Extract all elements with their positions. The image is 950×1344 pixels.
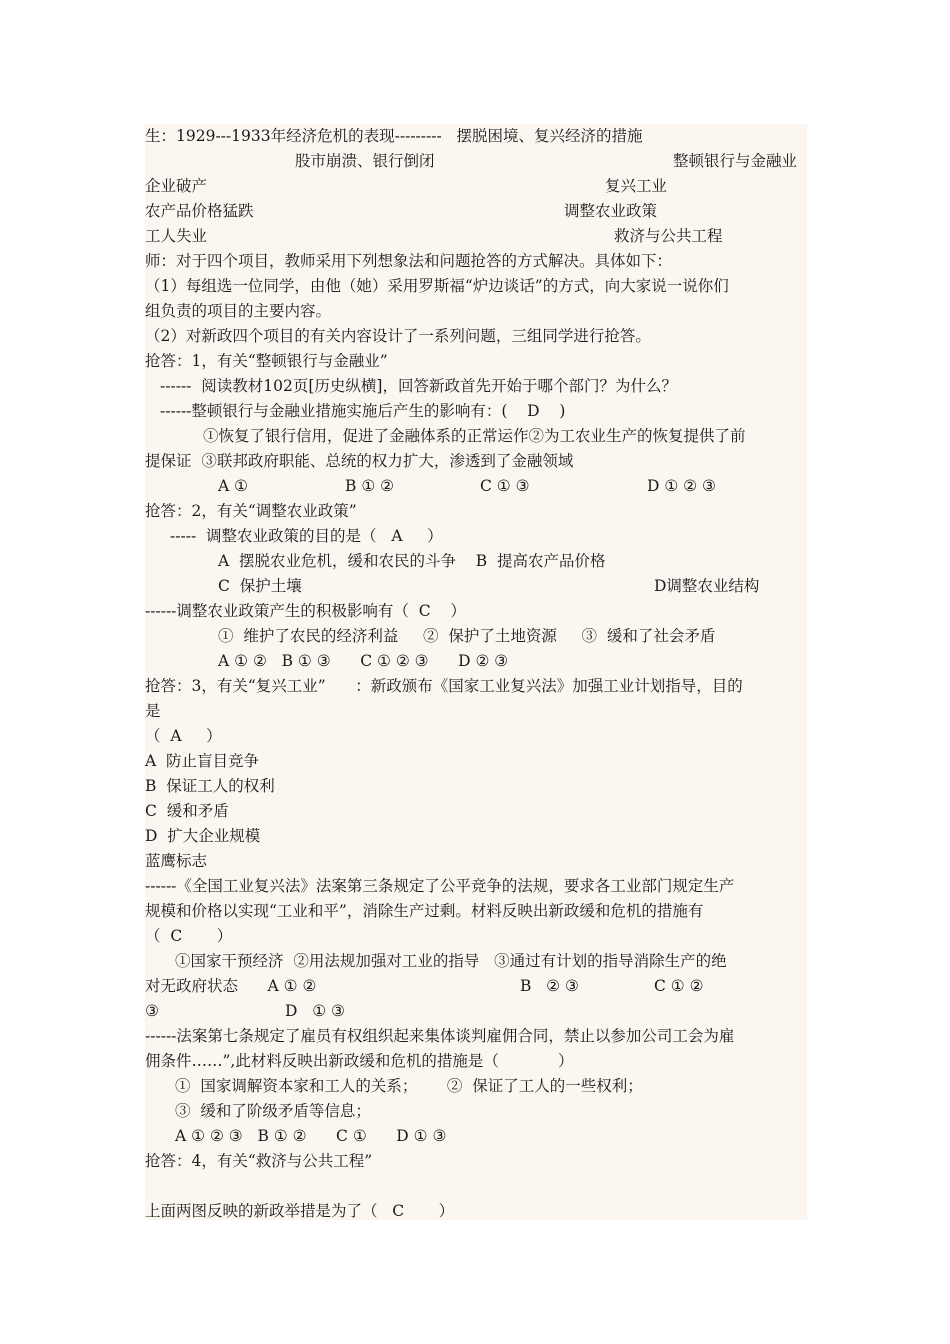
text-line: ③ — [145, 1002, 159, 1020]
text-line: B ① ② — [345, 477, 395, 495]
text-line: ①恢复了银行信用，促进了金融体系的正常运作②为工农业生产的恢复提供了前 — [203, 427, 746, 445]
text-line: （1）每组选一位同学，由他（她）采用罗斯福“炉边谈话”的方式，向大家说一说你们 — [145, 277, 729, 295]
text-line: 对无政府状态 A ① ② — [145, 977, 317, 995]
text-line: 提保证 ③联邦政府职能、总统的权力扩大，渗透到了金融领域 — [145, 452, 574, 470]
text-line: D调整农业结构 — [654, 577, 760, 595]
text-line: A ① — [218, 477, 249, 495]
text-line: D 扩大企业规模 — [145, 827, 261, 845]
text-line: ------调整农业政策产生的积极影响有（ C ） — [145, 602, 466, 620]
text-line: A ① ② ③ B ① ② C ① D ① ③ — [175, 1127, 447, 1145]
text-line: 规模和价格以实现“工业和平”，消除生产过剩。材料反映出新政缓和危机的措施有 — [145, 902, 704, 920]
text-line: 抢答：1，有关“整顿银行与金融业” — [145, 352, 388, 370]
text-line: D ① ③ — [285, 1002, 345, 1020]
text-line: 抢答：4，有关“救济与公共工程” — [145, 1152, 373, 1170]
text-line: （ A ） — [145, 727, 222, 745]
text-line: 调整农业政策 — [564, 202, 658, 220]
text-line: ------《全国工业复兴法》法案第三条规定了公平竞争的法规，要求各工业部门规定生产 — [145, 877, 735, 895]
text-line: D ① ② ③ — [647, 477, 716, 495]
text-line: ③ 缓和了阶级矛盾等信息； — [175, 1102, 371, 1120]
text-line: 整顿银行与金融业 — [673, 152, 798, 170]
text-line: 组负责的项目的主要内容。 — [145, 302, 332, 320]
text-line: 抢答：3，有关“复兴工业” ：新政颁布《国家工业复兴法》加强工业计划指导，目的 — [145, 677, 743, 695]
text-line: 救济与公共工程 — [614, 227, 723, 245]
text-line: 农产品价格猛跌 — [145, 202, 254, 220]
text-line: 抢答：2，有关“调整农业政策” — [145, 502, 357, 520]
text-line: （ C ） — [145, 927, 233, 945]
text-line: ------ 阅读教材102页[历史纵横]，回答新政首先开始于哪个部门？为什么？ — [160, 377, 677, 395]
text-line: 佣条件……”,此材料反映出新政缓和危机的措施是（ ） — [145, 1052, 574, 1070]
text-line: A 防止盲目竞争 — [145, 752, 260, 770]
text-line: 蓝鹰标志 — [145, 852, 208, 870]
text-line: ------法案第七条规定了雇员有权组织起来集体谈判雇佣合同，禁止以参加公司工会为雇 — [145, 1027, 735, 1045]
text-line: ----- 调整农业政策的目的是（ A ） — [170, 527, 443, 545]
text-line: 股市崩溃、银行倒闭 — [295, 152, 435, 170]
text-line: C ① ② — [654, 977, 704, 995]
text-line: 生：1929---1933年经济危机的表现--------- 摆脱困境、复兴经济的措施 — [145, 127, 643, 145]
text-line: 是 — [145, 702, 161, 720]
text-line: C ① ③ — [480, 477, 530, 495]
text-line: C 保护土壤 — [218, 577, 302, 595]
text-line: 上面两图反映的新政举措是为了（ C ） — [145, 1202, 455, 1220]
text-line: 复兴工业 — [605, 177, 668, 195]
text-line: B ② ③ — [520, 977, 579, 995]
text-line: 师：对于四个项目，教师采用下列想象法和问题抢答的方式解决。具体如下： — [145, 252, 673, 270]
text-line: ①国家干预经济 ②用法规加强对工业的指导 ③通过有计划的指导消除生产的绝 — [175, 952, 727, 970]
text-line: ① 维护了农民的经济利益 ② 保护了土地资源 ③ 缓和了社会矛盾 — [218, 627, 716, 645]
text-line: A 摆脱农业危机，缓和农民的斗争 B 提高农产品价格 — [218, 552, 606, 570]
text-line: 企业破产 — [145, 177, 208, 195]
text-line: 工人失业 — [145, 227, 208, 245]
text-line: ① 国家调解资本家和工人的关系； ② 保证了工人的一些权利； — [175, 1077, 643, 1095]
text-line: C 缓和矛盾 — [145, 802, 229, 820]
text-line: A ① ② B ① ③ C ① ② ③ D ② ③ — [218, 652, 509, 670]
text-line: B 保证工人的权利 — [145, 777, 275, 795]
text-line: （2）对新政四个项目的有关内容设计了一系列问题，三组同学进行抢答。 — [145, 327, 651, 345]
text-line: ------整顿银行与金融业措施实施后产生的影响有：( D ) — [160, 402, 566, 420]
